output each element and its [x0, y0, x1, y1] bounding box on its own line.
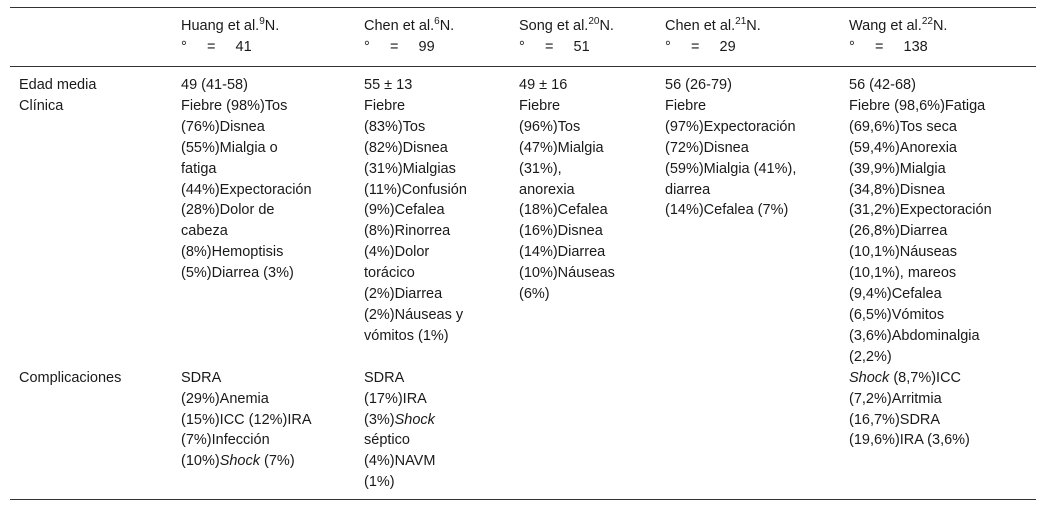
study-n-label: N. — [439, 18, 455, 34]
table-cell: 56 (42-68) — [849, 77, 916, 93]
study-n-value: ° = 29 — [665, 39, 736, 55]
header-row — [10, 8, 1036, 67]
table-cell: Fiebre (98,6%)Fatiga (69,6%)Tos seca (59,4%)Anorexia (39,9%)Mialgia (34,8%)Disnea (31,2%)Expectoración (26,8%)Diarrea (10,1%)Náuseas (10,1%), mareos (9,4%)Cefalea (6,5%)Vómitos (3,6%)Abdominalgia (2,2%) — [849, 97, 992, 365]
study-author: Chen et al. — [665, 18, 736, 34]
table-cell: SDRA (29%)Anemia (15%)ICC (12%)IRA (7%)Infección (10%)Shock (7%) — [181, 369, 312, 470]
study-author: Chen et al. — [364, 18, 435, 34]
table-cell: 49 ± 16 — [519, 77, 568, 93]
study-ref: 6 — [434, 16, 440, 28]
table-cell: Shock (8,7%)ICC (7,2%)Arritmia (16,7%)SDRA (19,6%)IRA (3,6%) — [849, 369, 970, 449]
study-n-label: N. — [746, 18, 761, 34]
table-cell: SDRA (17%)IRA (3%)Shock séptico (4%)NAVM (1%) — [364, 369, 436, 491]
table-cell: 55 ± 13 — [364, 77, 413, 93]
table-body — [10, 67, 1036, 500]
header-empty-cell — [10, 8, 172, 67]
study-ref: 22 — [921, 16, 933, 28]
table-cell: Fiebre (96%)Tos (47%)Mialgia (31%), anorexia (18%)Cefalea (16%)Disnea (14%)Diarrea (10%)Náuseas (6%) — [519, 97, 615, 303]
header-study-song — [510, 8, 656, 67]
header-study-chen-21 — [656, 8, 840, 67]
clinical-comparison-table-container — [10, 7, 1036, 500]
table-cell: Fiebre (83%)Tos (82%)Disnea (31%)Mialgias (11%)Confusión (9%)Cefalea (8%)Rinorrea (4%)Dolor torácico (2%)Diarrea (2%)Náuseas y vómitos (1%) — [364, 97, 467, 344]
table-row-edad-media — [10, 67, 1036, 96]
row-label: Edad media — [19, 77, 97, 93]
table-row-complicaciones — [10, 368, 1036, 500]
study-ref: 9 — [259, 16, 265, 28]
clinical-comparison-table — [10, 7, 1036, 500]
study-author: Wang et al. — [849, 18, 922, 34]
table-row-clinica — [10, 96, 1036, 368]
table-cell: 49 (41-58) — [181, 77, 248, 93]
study-n-value: ° = 138 — [849, 39, 928, 55]
study-n-value: ° = 51 — [519, 39, 590, 55]
study-n-label: N. — [932, 18, 948, 34]
table-cell: Fiebre (98%)Tos (76%)Disnea (55%)Mialgia o fatiga (44%)Expectoración (28%)Dolor de cabeza (8%)Hemoptisis (5%)Diarrea (3%) — [181, 97, 312, 282]
row-label: Clínica — [19, 97, 64, 114]
header-study-chen-6 — [355, 8, 510, 67]
study-author: Huang et al. — [181, 18, 260, 34]
study-n-value: ° = 41 — [181, 39, 252, 55]
study-author: Song et al. — [519, 18, 589, 34]
study-n-value: ° = 99 — [364, 39, 435, 55]
row-label: Complicaciones — [10, 368, 172, 500]
study-n-label: N. — [599, 18, 614, 34]
study-ref: 20 — [588, 16, 600, 28]
table-cell: Fiebre (97%)Expectoración (72%)Disnea (59%)Mialgia (41%), diarrea (14%)Cefalea (7%) — [665, 97, 797, 219]
study-n-label: N. — [264, 18, 280, 34]
table-cell: 56 (26-79) — [665, 77, 732, 93]
header-study-huang — [172, 8, 355, 67]
header-study-wang — [840, 8, 1036, 67]
study-ref: 21 — [735, 16, 747, 28]
table-header — [10, 8, 1036, 67]
